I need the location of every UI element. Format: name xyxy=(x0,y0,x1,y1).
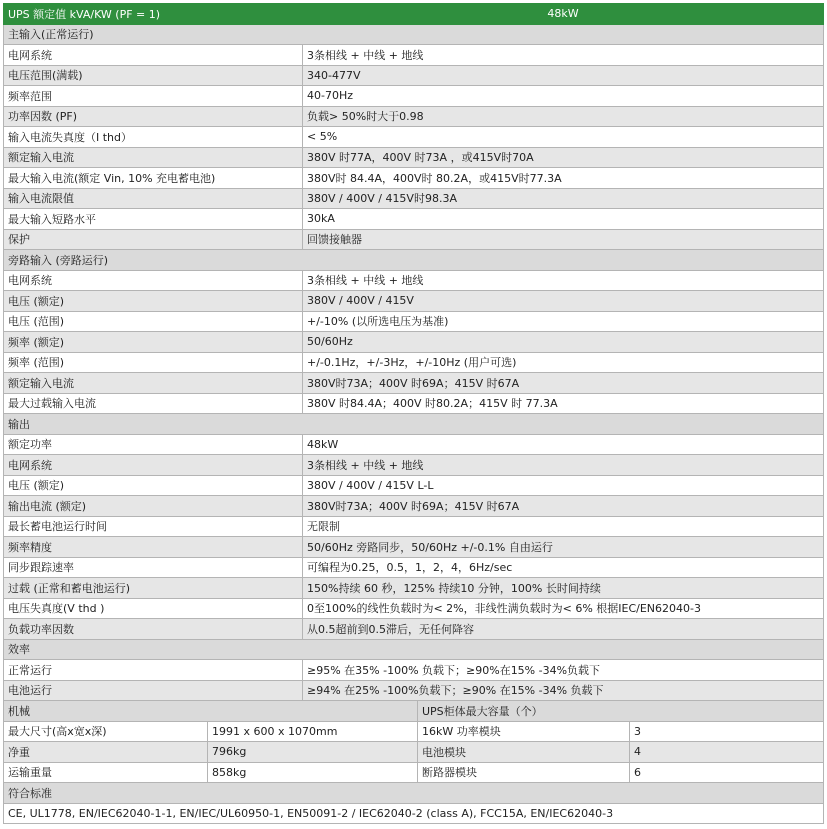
table-row xyxy=(4,475,824,496)
row-value: 150%持续 60 秒，125% 持续10 分钟，100% 长时间持续 xyxy=(303,578,824,599)
row-label: 电网系统 xyxy=(4,270,303,291)
capacity-label: 断路器模块 xyxy=(418,762,630,783)
row-label: 输出电流 (额定) xyxy=(4,496,303,517)
table-row xyxy=(4,619,824,640)
row-label: 电网系统 xyxy=(4,455,303,476)
section-title: UPS柜体最大容量（个） xyxy=(418,701,824,722)
table-row xyxy=(4,373,824,394)
section-title: 符合标准 xyxy=(4,783,824,804)
row-label: 额定输入电流 xyxy=(4,373,303,394)
row-label: 最大输入电流(额定 Vin, 10% 充电蓄电池) xyxy=(4,168,303,189)
standards-value: CE, UL1778, EN/IEC62040-1-1, EN/IEC/UL60950-1, EN50091-2 / IEC62040-2 (class A), FCC15A, EN/IEC62040-3 xyxy=(4,803,824,824)
table-row xyxy=(4,496,824,517)
row-label: 频率精度 xyxy=(4,537,303,558)
table-row xyxy=(4,291,824,312)
row-label: 输入电流限值 xyxy=(4,188,303,209)
table-row xyxy=(4,270,824,291)
row-value: 858kg xyxy=(208,762,418,783)
row-value: ≥94% 在25% -100%负载下；≥90% 在15% -34% 负载下 xyxy=(303,680,824,701)
table-row xyxy=(4,86,824,107)
table-row xyxy=(4,434,824,455)
capacity-value: 4 xyxy=(630,742,824,763)
row-label: 电网系统 xyxy=(4,45,303,66)
row-label: 最大尺寸(高x宽x深) xyxy=(4,721,208,742)
row-label: 电池运行 xyxy=(4,680,303,701)
row-value: 可编程为0.25，0.5，1，2，4，6Hz/sec xyxy=(303,557,824,578)
row-label: 最大过载输入电流 xyxy=(4,393,303,414)
row-value: 380V时73A；400V 时69A；415V 时67A xyxy=(303,373,824,394)
table-row xyxy=(4,352,824,373)
row-label: 电压 (额定) xyxy=(4,291,303,312)
row-label: 净重 xyxy=(4,742,208,763)
row-value: 1991 x 600 x 1070mm xyxy=(208,721,418,742)
row-label: 最长蓄电池运行时间 xyxy=(4,516,303,537)
table-row xyxy=(4,598,824,619)
row-value: 380V 时84.4A；400V 时80.2A；415V 时 77.3A xyxy=(303,393,824,414)
table-row xyxy=(4,742,824,763)
table-row xyxy=(4,188,824,209)
row-label: 频率范围 xyxy=(4,86,303,107)
row-value: 3条相线 + 中线 + 地线 xyxy=(303,45,824,66)
row-label: 负载功率因数 xyxy=(4,619,303,640)
row-label: 最大输入短路水平 xyxy=(4,209,303,230)
section-title: 效率 xyxy=(4,639,824,660)
table-row xyxy=(4,106,824,127)
rating-header-label: UPS 额定值 kVA/KW (PF = 1) xyxy=(4,4,303,25)
row-value: 无限制 xyxy=(303,516,824,537)
row-label: 功率因数 (PF) xyxy=(4,106,303,127)
section-title: 主输入(正常运行) xyxy=(4,24,824,45)
row-value: 0至100%的线性负载时为< 2%，非线性满负载时为< 6% 根据IEC/EN62040-3 xyxy=(303,598,824,619)
row-value: 380V 时77A，400V 时73A ，或415V时70A xyxy=(303,147,824,168)
table-row xyxy=(4,332,824,353)
row-label: 频率 (范围) xyxy=(4,352,303,373)
section-header xyxy=(4,24,824,45)
rating-header-value: 48kW xyxy=(303,4,824,25)
row-value: 50/60Hz 旁路同步，50/60Hz +/-0.1% 自由运行 xyxy=(303,537,824,558)
row-value: 3条相线 + 中线 + 地线 xyxy=(303,455,824,476)
table-row xyxy=(4,311,824,332)
row-label: 额定输入电流 xyxy=(4,147,303,168)
table-row xyxy=(4,557,824,578)
row-value: 回馈接触器 xyxy=(303,229,824,250)
row-value: 340-477V xyxy=(303,65,824,86)
section-title: 输出 xyxy=(4,414,824,435)
row-value: 从0.5超前到0.5滞后，无任何降容 xyxy=(303,619,824,640)
row-value: 796kg xyxy=(208,742,418,763)
section-header xyxy=(4,639,824,660)
row-value: 48kW xyxy=(303,434,824,455)
table-row xyxy=(4,65,824,86)
row-value: 负载> 50%时大于0.98 xyxy=(303,106,824,127)
table-row xyxy=(4,455,824,476)
table-row xyxy=(4,127,824,148)
row-label: 电压 (额定) xyxy=(4,475,303,496)
row-value: 50/60Hz xyxy=(303,332,824,353)
row-label: 电压 (范围) xyxy=(4,311,303,332)
table-row xyxy=(4,721,824,742)
row-label: 同步跟踪速率 xyxy=(4,557,303,578)
row-value: 380V / 400V / 415V L-L xyxy=(303,475,824,496)
row-value: 380V时 84.4A，400V时 80.2A，或415V时77.3A xyxy=(303,168,824,189)
ups-spec-table xyxy=(3,3,824,824)
row-label: 输入电流失真度（I thd） xyxy=(4,127,303,148)
section-header xyxy=(4,414,824,435)
row-value: 380V / 400V / 415V时98.3A xyxy=(303,188,824,209)
row-label: 过载 (正常和蓄电池运行) xyxy=(4,578,303,599)
row-label: 电压失真度(V thd ) xyxy=(4,598,303,619)
row-label: 保护 xyxy=(4,229,303,250)
row-value: 40-70Hz xyxy=(303,86,824,107)
table-row xyxy=(4,45,824,66)
table-header-row xyxy=(4,4,824,25)
table-row xyxy=(4,209,824,230)
section-header xyxy=(4,701,824,722)
section-title: 机械 xyxy=(4,701,418,722)
table-row xyxy=(4,393,824,414)
table-row xyxy=(4,537,824,558)
table-row xyxy=(4,803,824,824)
row-value: 30kA xyxy=(303,209,824,230)
table-row xyxy=(4,680,824,701)
capacity-label: 电池模块 xyxy=(418,742,630,763)
row-value: 3条相线 + 中线 + 地线 xyxy=(303,270,824,291)
row-value: < 5% xyxy=(303,127,824,148)
row-label: 额定功率 xyxy=(4,434,303,455)
row-value: 380V时73A；400V 时69A；415V 时67A xyxy=(303,496,824,517)
row-value: +/-0.1Hz，+/-3Hz，+/-10Hz (用户可选) xyxy=(303,352,824,373)
table-row xyxy=(4,516,824,537)
table-row xyxy=(4,147,824,168)
table-row xyxy=(4,660,824,681)
capacity-value: 6 xyxy=(630,762,824,783)
row-label: 频率 (额定) xyxy=(4,332,303,353)
table-row xyxy=(4,578,824,599)
section-title: 旁路输入 (旁路运行) xyxy=(4,250,824,271)
capacity-value: 3 xyxy=(630,721,824,742)
section-header xyxy=(4,783,824,804)
table-row xyxy=(4,762,824,783)
row-label: 运输重量 xyxy=(4,762,208,783)
table-row xyxy=(4,168,824,189)
capacity-label: 16kW 功率模块 xyxy=(418,721,630,742)
row-label: 正常运行 xyxy=(4,660,303,681)
row-value: +/-10% (以所选电压为基准) xyxy=(303,311,824,332)
section-header xyxy=(4,250,824,271)
row-value: ≥95% 在35% -100% 负载下；≥90%在15% -34%负载下 xyxy=(303,660,824,681)
table-row xyxy=(4,229,824,250)
row-label: 电压范围(满载) xyxy=(4,65,303,86)
row-value: 380V / 400V / 415V xyxy=(303,291,824,312)
